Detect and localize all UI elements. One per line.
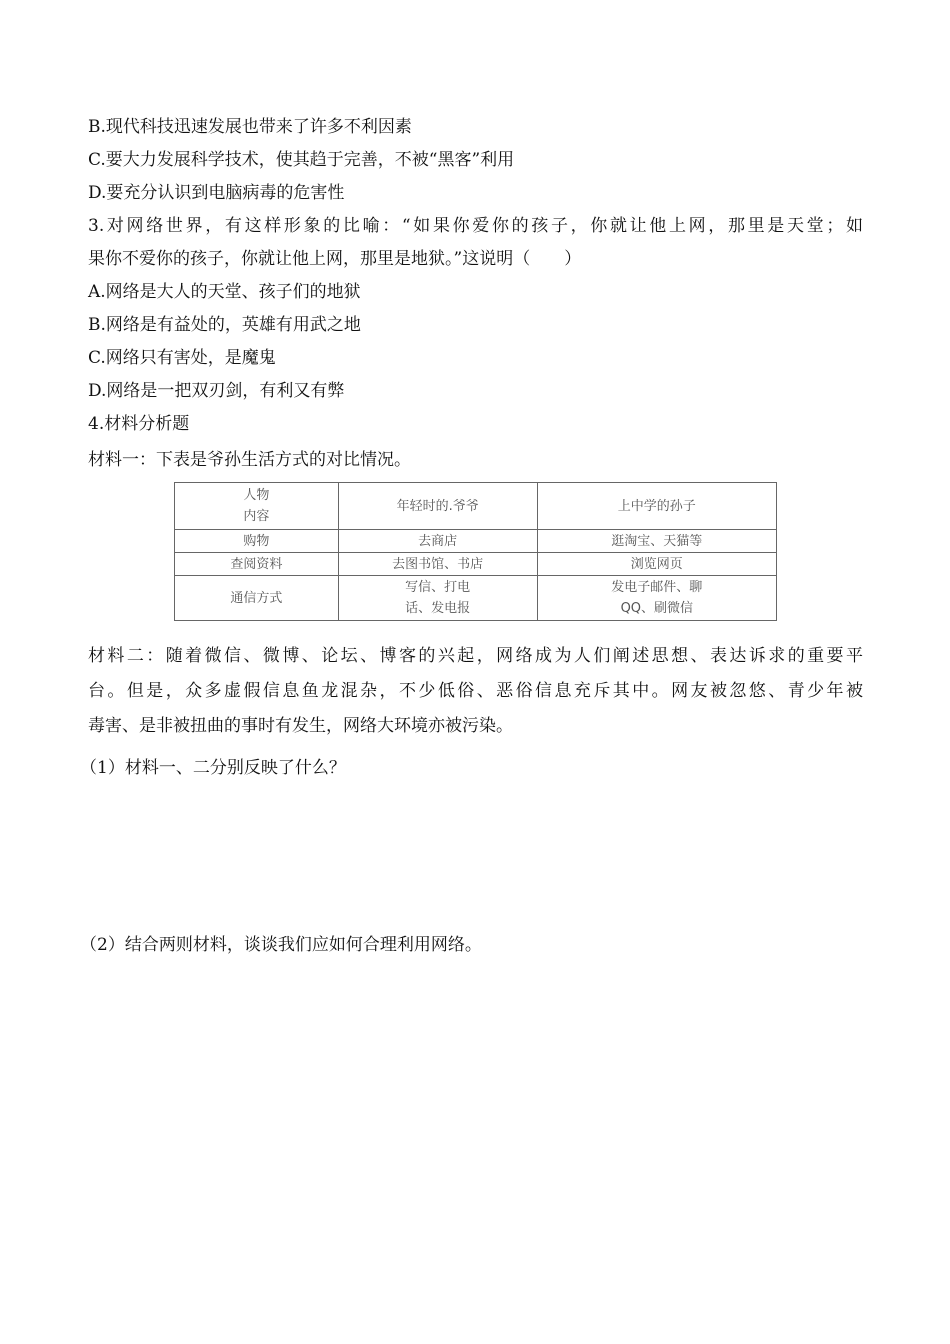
grandpa-value: 去商店: [418, 533, 458, 549]
table-cell-label: [175, 530, 339, 553]
table-cell-grandson: [537, 553, 776, 576]
row-label: 通信方式: [230, 590, 283, 606]
option-b-previous: B.现代科技迅速发展也带来了许多不利因素: [88, 117, 412, 137]
sub-question-2: （2）结合两则材料，谈谈我们应如何合理利用网络。: [80, 935, 482, 955]
table-cell-grandpa: [338, 576, 537, 621]
grandpa-value: 去图书馆、书店: [392, 556, 484, 572]
row-label: 查阅资料: [230, 556, 283, 572]
table-cell-grandpa: [338, 530, 537, 553]
question-3-stem-line-1: 3.对网络世界，有这样形象的比喻：“如果你爱你的孩子，你就让他上网，那里是天堂；如: [88, 216, 863, 236]
material-1-intro: 材料一：下表是爷孙生活方式的对比情况。: [88, 450, 411, 470]
question-4-title: 4.材料分析题: [88, 414, 190, 434]
question-3-stem-line-2: 果你不爱你的孩子，你就让他上网，那里是地狱。”这说明（ ）: [88, 249, 582, 269]
option-d-previous: D.要充分认识到电脑病毒的危害性: [88, 183, 345, 203]
grandson-value: 逛淘宝、天猫等: [611, 533, 703, 549]
option-c-previous: C.要大力发展科学技术，使其趋于完善，不被“黑客”利用: [88, 150, 515, 170]
grandpa-value: 写信、打电 话、发电报: [405, 580, 471, 616]
material-2-line-2: 台。但是，众多虚假信息鱼龙混杂，不少低俗、恶俗信息充斥其中。网友被忽悠、青少年被: [88, 681, 863, 701]
table-corner-label: 人物 内容: [243, 488, 270, 524]
table-cell-grandpa: [338, 553, 537, 576]
table-corner-cell: [175, 483, 339, 530]
table-header-grandpa: [338, 483, 537, 530]
table-cell-label: [175, 553, 339, 576]
grandson-value: 发电子邮件、聊 QQ、刷微信: [611, 580, 703, 616]
table-cell-label: [175, 576, 339, 621]
table-header-grandson: [537, 483, 776, 530]
table-header-grandson-label: 上中学的孙子: [617, 498, 696, 514]
table-row: [175, 530, 777, 553]
question-3-option-b: B.网络是有益处的，英雄有用武之地: [88, 315, 361, 335]
question-3-option-d: D.网络是一把双刃剑，有利又有弊: [88, 381, 345, 401]
table-header-row: [175, 483, 777, 530]
material-2-line-3: 毒害、是非被扭曲的事时有发生，网络大环境亦被污染。: [88, 716, 513, 736]
sub-question-1: （1）材料一、二分别反映了什么？: [80, 758, 346, 778]
table-cell-grandson: [537, 530, 776, 553]
table-header-grandpa-label: 年轻时的.爷爷: [396, 498, 479, 514]
row-label: 购物: [243, 533, 270, 549]
table-row: [175, 553, 777, 576]
grandson-value: 浏览网页: [630, 556, 683, 572]
comparison-table: [174, 482, 777, 621]
table-row: [175, 576, 777, 621]
question-3-option-c: C.网络只有害处，是魔鬼: [88, 348, 276, 368]
table-cell-grandson: [537, 576, 776, 621]
material-2-line-1: 材料二：随着微信、微博、论坛、博客的兴起，网络成为人们阐述思想、表达诉求的重要平: [88, 646, 863, 666]
question-3-option-a: A.网络是大人的天堂、孩子们的地狱: [88, 282, 361, 302]
